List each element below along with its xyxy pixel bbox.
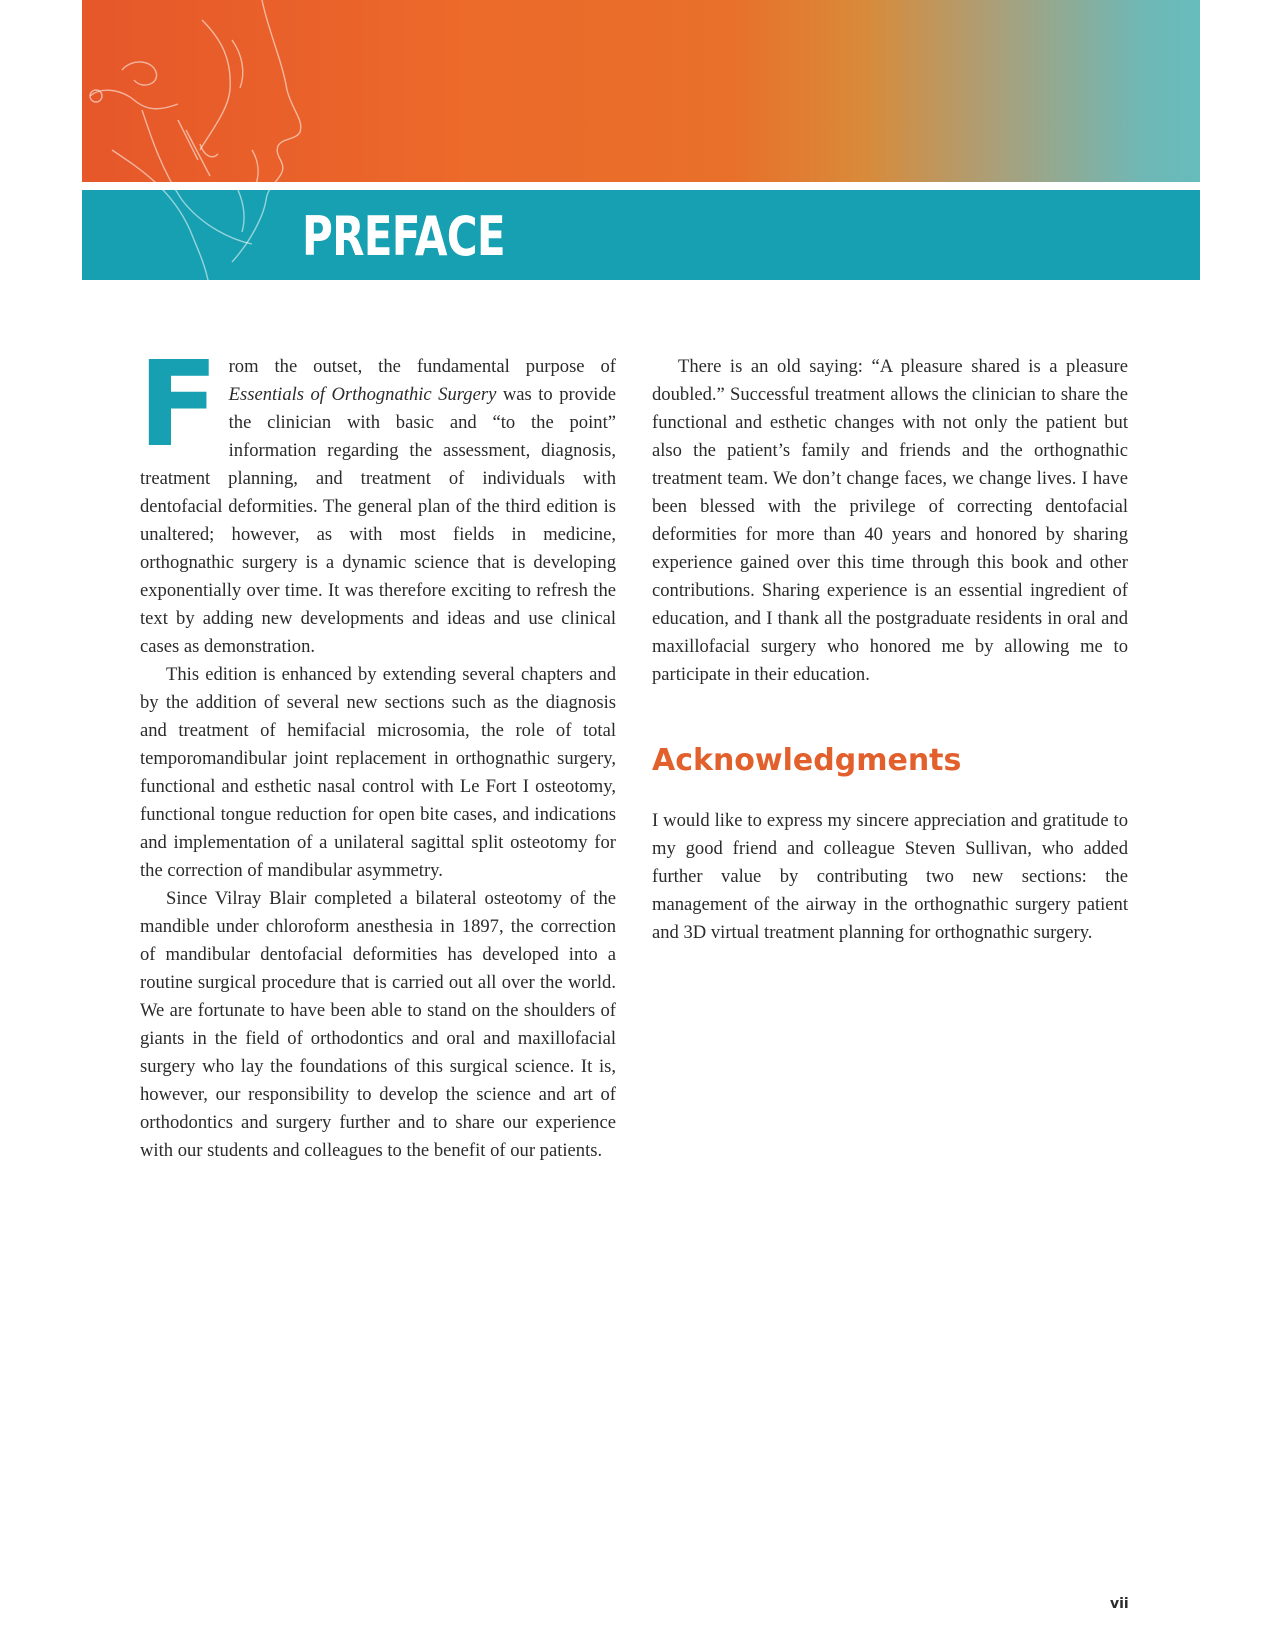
page-number: vii: [1110, 1596, 1129, 1612]
intro-paragraph: [138, 335, 616, 661]
history-paragraph: Since Vilray Blair completed a bilateral osteotomy of the mandible under chloroform anesthesia in 1897, the correction of mandibular dentofacial deformities has developed into a routine surgical procedure that is carried out all over the world. We are fortunate to have been able to stand on the shoulders of giants in the field of orthodontics and oral and maxillofacial surgery who lay the foundations of this surgical science. It is, however, our responsibility to develop the science and art of orthodontics and surgery further and to share our experience with our students and colleagues to the benefit of our patients.: [140, 888, 616, 1161]
page-title: PREFACE: [302, 205, 505, 268]
acknowledgments-text: I would like to express my sincere appreciation and gratitude to my good friend and colleague Steven Sullivan, who added further value by contributing two new sections: the management of the airway in the orthognathic surgery patient and 3D virtual treatment planning for orthognathic surgery.: [652, 810, 1128, 943]
header-divider: [82, 182, 1200, 190]
drop-cap: F: [138, 335, 219, 473]
title-band: [82, 190, 1200, 280]
book-title: Essentials of Orthognathic Surgery: [228, 384, 497, 405]
saying-paragraph: There is an old saying: “A pleasure shared is a pleasure doubled.” Successful treatment allows the clinician to share the functional and esthetic changes with not only the patient but also the patient’s family and friends and the orthognathic treatment team. We don’t change faces, we change lives. I have been blessed with the privilege of correcting dentofacial deformities for more than 40 years and honored by sharing experience gained over this time through this book and other contributions. Sharing experience is an essential ingredient of education, and I thank all the postgraduate residents in oral and maxillofacial surgery who honored me by allowing me to participate in their education.: [652, 356, 1128, 685]
right-column: [652, 353, 1128, 947]
edition-paragraph: This edition is enhanced by extending several chapters and by the addition of several new sections such as the diagnosis and treatment of hemifacial microsomia, the role of total temporomandibular joint replacement in orthognathic surgery, functional and esthetic nasal control with Le Fort I osteotomy, functional tongue reduction for open bite cases, and indications and implementation of a unilateral sagittal split osteotomy for the correction of mandibular asymmetry.: [140, 664, 616, 881]
left-column: [138, 335, 616, 1165]
header-gradient-band: [82, 0, 1200, 182]
acknowledgments-heading: Acknowledgments: [652, 743, 962, 778]
intro-text-b: was to provide the clinician with basic and “to the point” information regarding the assessment, diagnosis, treatment planning, and treatment of individuals with dentofacial deformities. The general plan of the third edition is unaltered; however, as with most fields in medicine, orthognathic surgery is a dynamic science that is developing exponentially over time. It was therefore exciting to refresh the text by adding new developments and ideas and use clinical cases as demonstration.: [140, 384, 616, 657]
intro-text-a: rom the outset, the fundamental purpose of: [228, 356, 616, 377]
